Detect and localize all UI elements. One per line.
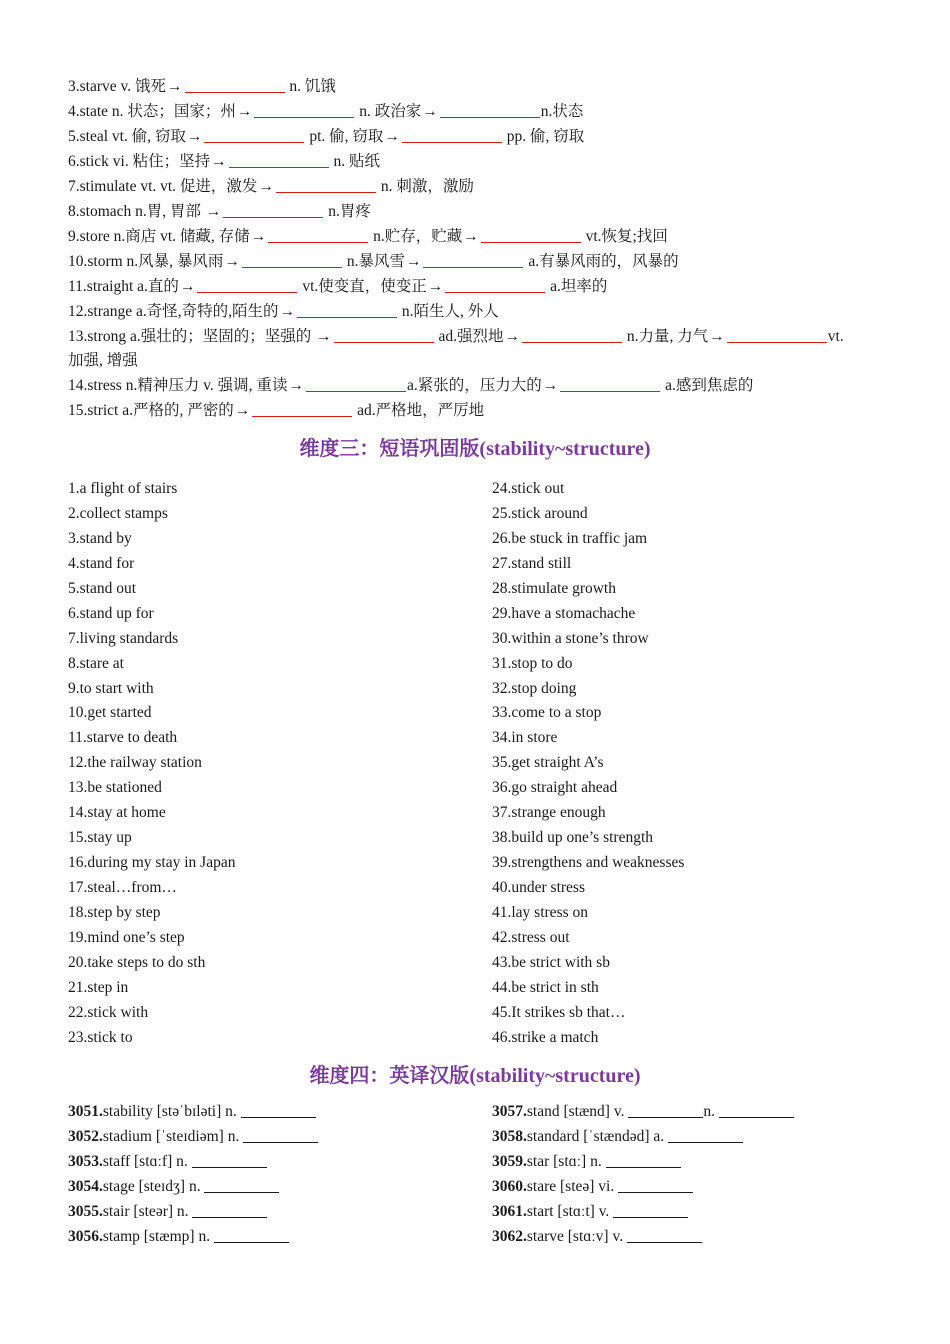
line-text: n. 政治家 [355, 103, 422, 120]
vocab-item [492, 1177, 794, 1202]
line-text: ad.强烈地 [434, 328, 504, 345]
line-text: vt. [827, 328, 844, 345]
arrow-icon: → [234, 402, 251, 419]
line-text: 15.strict a.严格的, 严密的 [68, 402, 234, 419]
line-text: 10.storm n.风暴, 暴风雨 [68, 253, 224, 270]
vocab-item [492, 1102, 794, 1127]
arrow-icon: → [258, 178, 274, 195]
line-text: n.力量, 力气 [623, 328, 709, 345]
line-text: 5.steal vt. 偷, 窃取 [68, 128, 186, 145]
arrow-icon: → [384, 128, 400, 145]
answer-blank[interactable] [606, 1153, 681, 1168]
answer-blank[interactable] [627, 1228, 702, 1243]
line-text: ad.严格地，严厉地 [353, 402, 485, 419]
answer-blank[interactable] [628, 1103, 703, 1118]
phrase-item: 38.build up one’s strength [492, 829, 654, 847]
line-text: 加强, 增强 [68, 352, 138, 369]
answer-blank[interactable] [727, 327, 827, 343]
line-text: 9.store n.商店 vt. 储藏, 存储 [68, 228, 250, 245]
line-text: vt.使变直，使变正 [298, 278, 427, 295]
phrase-item: 26.be stuck in traffic jam [492, 529, 648, 547]
vocab-number: 3058. [492, 1127, 527, 1145]
line-text: 4.state n. 状态；国家；州 [68, 103, 236, 120]
phrase-item: 6.stand up for [68, 604, 154, 622]
word-formation-line [68, 252, 679, 272]
phrase-item: 42.stress out [492, 928, 570, 946]
vocab-item [68, 1152, 318, 1177]
word-formation-line [68, 77, 336, 97]
line-text: n. 刺激，激励 [376, 178, 474, 195]
answer-blank[interactable] [243, 1128, 318, 1143]
answer-blank[interactable] [297, 302, 397, 318]
vocab-item [68, 1127, 318, 1152]
line-text: 6.stick vi. 粘住；坚持 [68, 153, 211, 170]
arrow-icon: → [288, 377, 304, 394]
arrow-icon: → [205, 203, 222, 220]
line-text: n.状态 [540, 103, 584, 120]
arrow-icon: → [504, 328, 521, 345]
phrase-item: 30.within a stone’s throw [492, 629, 649, 647]
line-text: 3.starve v. 饿死 [68, 78, 167, 95]
phrase-item: 28.stimulate growth [492, 579, 616, 597]
vocab-number: 3061. [492, 1202, 527, 1220]
phrase-item: 29.have a stomachache [492, 604, 636, 622]
phrase-list-left [68, 479, 235, 1053]
phrase-item: 9.to start with [68, 679, 154, 697]
phrase-item: 13.be stationed [68, 779, 162, 797]
phrase-item: 4.stand for [68, 554, 135, 572]
vocab-number: 3056. [68, 1227, 103, 1245]
vocab-item [492, 1127, 794, 1152]
answer-blank[interactable] [242, 252, 342, 268]
section-heading-translation: 维度四：英译汉版(stability~structure) [309, 1065, 641, 1087]
phrase-item: 43.be strict with sb [492, 953, 610, 971]
arrow-icon: → [405, 253, 422, 270]
phrase-item: 1.a flight of stairs [68, 480, 178, 497]
word-formation-line [68, 177, 474, 197]
answer-blank[interactable] [185, 77, 285, 93]
vocab-number: 3055. [68, 1202, 103, 1220]
answer-blank[interactable] [481, 227, 581, 243]
line-text: n. 饥饿 [285, 78, 336, 95]
answer-blank[interactable] [719, 1103, 794, 1118]
line-text: 11.straight a.直的 [68, 278, 179, 295]
vocab-item [492, 1152, 794, 1177]
vocab-list-left [68, 1102, 318, 1252]
word-formation-line [68, 127, 584, 147]
vocab-number: 3051. [68, 1103, 103, 1120]
phrase-item: 7.living standards [68, 629, 179, 647]
phrase-item: 46.strike a match [492, 1028, 599, 1046]
arrow-icon: → [224, 253, 240, 270]
phrase-item: 15.stay up [68, 829, 132, 847]
arrow-icon: → [542, 377, 559, 394]
vocab-word: stadium [ˈsteɪdiəm] n. [102, 1127, 244, 1145]
vocab-number: 3057. [492, 1103, 527, 1120]
phrase-item: 10.get started [68, 704, 152, 722]
vocab-item [68, 1102, 318, 1127]
phrase-item: 45.It strikes sb that… [492, 1003, 626, 1021]
phrase-item: 44.be strict in sth [492, 978, 599, 996]
answer-blank[interactable] [440, 102, 540, 118]
vocab-number: 3054. [68, 1177, 103, 1195]
line-text: 8.stomach n.胃, 胃部 [68, 203, 205, 220]
section-heading-phrases: 维度三：短语巩固版(stability~structure) [299, 438, 651, 460]
phrase-item: 14.stay at home [68, 804, 166, 822]
answer-blank[interactable] [192, 1203, 267, 1218]
phrase-item: 39.strengthens and weaknesses [492, 854, 685, 872]
vocab-number: 3062. [492, 1227, 527, 1245]
answer-blank[interactable] [276, 177, 376, 193]
vocab-word: staff [stɑːf] n. [102, 1152, 192, 1170]
phrase-item: 35.get straight A’s [492, 754, 604, 772]
arrow-icon: → [709, 328, 725, 345]
line-text: 7.stimulate vt. vt. 促进，激发 [68, 178, 258, 195]
phrase-item: 24.stick out [492, 480, 565, 497]
word-formation-line [68, 227, 668, 247]
vocab-word: stair [steər] n. [102, 1202, 193, 1220]
line-text: a.有暴风雨的，风暴的 [524, 253, 679, 270]
word-formation-line [68, 327, 844, 347]
answer-blank[interactable] [522, 327, 622, 343]
answer-blank[interactable] [613, 1203, 688, 1218]
line-text: vt.恢复;找回 [581, 228, 668, 245]
vocab-item [68, 1227, 318, 1252]
word-formation-line [68, 102, 583, 122]
vocab-pos: n. [703, 1103, 719, 1120]
word-formation-line [68, 401, 484, 421]
arrow-icon: → [316, 328, 332, 345]
vocab-word: stability [stəˈbɪləti] n. [102, 1103, 241, 1120]
answer-blank[interactable] [197, 277, 297, 293]
vocab-number: 3053. [68, 1152, 103, 1170]
vocab-item [492, 1202, 794, 1227]
line-text: pt. 偷, 窃取 [305, 128, 384, 145]
phrase-item: 40.under stress [492, 879, 585, 896]
line-text: a.紧张的，压力大的 [406, 377, 542, 394]
phrase-item: 3.stand by [68, 529, 132, 547]
answer-blank[interactable] [334, 327, 434, 343]
vocab-item [68, 1202, 318, 1227]
answer-blank[interactable] [192, 1153, 267, 1168]
phrase-item: 8.stare at [68, 654, 124, 672]
phrase-item: 21.step in [68, 978, 129, 996]
line-text: 13.strong a.强壮的；坚固的；坚强的 [68, 328, 316, 345]
word-formation-line [68, 376, 753, 396]
phrase-item: 22.stick with [68, 1003, 149, 1021]
phrase-item: 17.steal…from… [68, 879, 177, 896]
word-formation-line [68, 351, 138, 371]
vocab-word: stand [stænd] v. [526, 1103, 629, 1120]
vocab-word: stamp [stæmp] n. [102, 1227, 214, 1245]
answer-blank[interactable] [306, 376, 406, 392]
phrase-item: 5.stand out [68, 579, 137, 597]
phrase-list-right [492, 479, 684, 1053]
word-formation-line [68, 302, 499, 322]
arrow-icon: → [186, 128, 203, 145]
phrase-item: 33.come to a stop [492, 704, 602, 722]
line-text: 14.stress n.精神压力 v. 强调, 重读 [68, 377, 288, 394]
phrase-item: 12.the railway station [68, 754, 202, 772]
line-text: n.陌生人, 外人 [398, 303, 499, 320]
phrase-item: 27.stand still [492, 554, 572, 572]
phrase-item: 11.starve to death [68, 729, 178, 747]
arrow-icon: → [427, 278, 444, 295]
line-text: n.贮存，贮藏 [369, 228, 463, 245]
arrow-icon: → [167, 78, 183, 95]
vocab-word: star [stɑː] n. [526, 1152, 606, 1170]
line-text: n.暴风雪 [342, 253, 405, 270]
vocab-word: start [stɑːt] v. [526, 1202, 614, 1220]
phrase-item: 20.take steps to do sth [68, 953, 206, 971]
line-text: pp. 偷, 窃取 [502, 128, 585, 145]
line-text: 12.strange a.奇怪,奇特的,陌生的 [68, 303, 279, 320]
phrase-item: 16.during my stay in Japan [68, 854, 236, 872]
answer-blank[interactable] [229, 152, 329, 168]
line-text: n.胃疼 [324, 203, 371, 220]
phrase-item: 19.mind one’s step [68, 928, 185, 946]
answer-blank[interactable] [252, 401, 352, 417]
arrow-icon: → [179, 278, 196, 295]
phrase-item: 23.stick to [68, 1028, 133, 1046]
phrase-item: 18.step by step [68, 903, 161, 921]
vocab-word: stage [steɪdʒ] n. [102, 1177, 205, 1195]
answer-blank[interactable] [268, 227, 368, 243]
arrow-icon: → [250, 228, 267, 245]
answer-blank[interactable] [241, 1103, 316, 1118]
phrase-item: 25.stick around [492, 504, 588, 522]
arrow-icon: → [211, 153, 227, 170]
answer-blank[interactable] [204, 1178, 279, 1193]
phrase-item: 32.stop doing [492, 679, 577, 697]
answer-blank[interactable] [445, 277, 545, 293]
phrase-item: 37.strange enough [492, 804, 606, 822]
phrase-item: 34.in store [492, 729, 558, 747]
vocab-number: 3059. [492, 1152, 527, 1170]
vocab-word: stare [steə] vi. [526, 1177, 619, 1195]
arrow-icon: → [422, 103, 438, 120]
arrow-icon: → [279, 303, 296, 320]
word-formation-line [68, 202, 371, 222]
vocab-word: starve [stɑːv] v. [526, 1227, 627, 1245]
word-formation-line [68, 277, 607, 297]
arrow-icon: → [236, 103, 253, 120]
line-text: a.坦率的 [546, 278, 608, 295]
vocab-word: standard [ˈstændəd] a. [526, 1127, 669, 1145]
vocab-number: 3052. [68, 1127, 103, 1145]
answer-blank[interactable] [668, 1128, 743, 1143]
phrase-item: 31.stop to do [492, 654, 573, 672]
answer-blank[interactable] [254, 102, 354, 118]
answer-blank[interactable] [423, 252, 523, 268]
answer-blank[interactable] [214, 1228, 289, 1243]
phrase-item: 41.lay stress on [492, 903, 589, 921]
vocab-list-right [492, 1102, 794, 1252]
line-text: n. 贴纸 [329, 153, 380, 170]
vocab-item [492, 1227, 794, 1252]
answer-blank[interactable] [223, 202, 323, 218]
answer-blank[interactable] [204, 127, 304, 143]
line-text: a.感到焦虑的 [661, 377, 754, 394]
answer-blank[interactable] [560, 376, 660, 392]
vocab-number: 3060. [492, 1177, 527, 1195]
phrase-item: 36.go straight ahead [492, 779, 618, 797]
vocab-item [68, 1177, 318, 1202]
answer-blank[interactable] [618, 1178, 693, 1193]
phrase-item: 2.collect stamps [68, 504, 168, 522]
arrow-icon: → [463, 228, 479, 245]
answer-blank[interactable] [402, 127, 502, 143]
word-formation-line [68, 152, 380, 172]
